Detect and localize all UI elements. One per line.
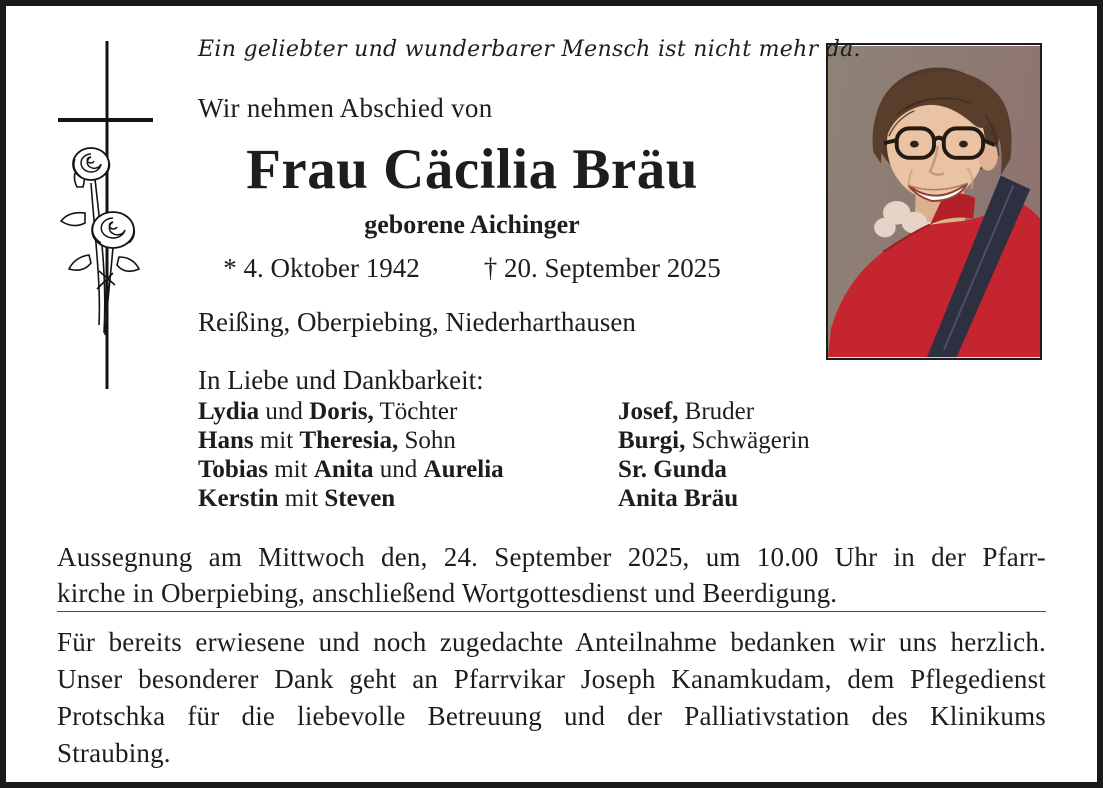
funeral-announcement	[57, 539, 1046, 611]
thanks-line: Für bereits erwiesene und noch zugedachte Anteilnahme bedanken wir uns herzlich.	[57, 627, 1046, 657]
mourners-list	[198, 397, 918, 513]
farewell-intro: Wir nehmen Abschied von	[198, 93, 493, 123]
maiden-name: geborene Aichinger	[364, 210, 580, 239]
mourner-line: Burgi, Schwägerin	[618, 427, 810, 454]
mourner-line: Sr. Gunda	[618, 456, 727, 483]
announcement-line: kirche in Oberpiebing, anschließend Wortgottesdienst und Beerdigung.	[57, 578, 838, 608]
announcement-line: Aussegnung am Mittwoch den, 24. September 2025, um 10.00 Uhr in der Pfarr-	[57, 542, 1046, 572]
cross-with-roses-icon	[55, 33, 159, 395]
birth-date: * 4. Oktober 1942	[223, 253, 420, 283]
divider-rule	[57, 611, 1046, 612]
mourners-left-column	[198, 397, 618, 513]
mourner-line: Tobias mit Anita und Aurelia	[198, 456, 504, 483]
thanks-line: Unser besonderer Dank geht an Pfarrvikar Joseph Kanamkudam, dem Pflegedienst	[57, 664, 1046, 694]
life-dates	[198, 252, 746, 284]
thanks-line: Straubing.	[57, 738, 171, 768]
thanks-paragraph	[57, 624, 1046, 772]
thanks-line: Protschka für die liebevolle Betreuung und der Palliativstation des Klinikums	[57, 701, 1046, 731]
mourner-line: Lydia und Doris, Töchter	[198, 398, 458, 425]
places-line: Reißing, Oberpiebing, Niederharthausen	[198, 307, 636, 337]
mourners-right-column	[618, 397, 918, 513]
mourner-line: Kerstin mit Steven	[198, 485, 396, 512]
memorial-quote: Ein geliebter und wunderbarer Mensch ist nicht mehr da.	[198, 37, 861, 62]
mourner-line: Anita Bräu	[618, 485, 739, 512]
death-date: † 20. September 2025	[483, 253, 721, 283]
deceased-name: Frau Cäcilia Bräu	[246, 138, 698, 201]
mourner-line: Josef, Bruder	[618, 398, 755, 425]
portrait-photo	[826, 43, 1042, 360]
mourner-line: Hans mit Theresia, Sohn	[198, 427, 456, 454]
deceased-block	[198, 138, 746, 284]
mourning-intro: In Liebe und Dankbarkeit:	[198, 365, 484, 395]
